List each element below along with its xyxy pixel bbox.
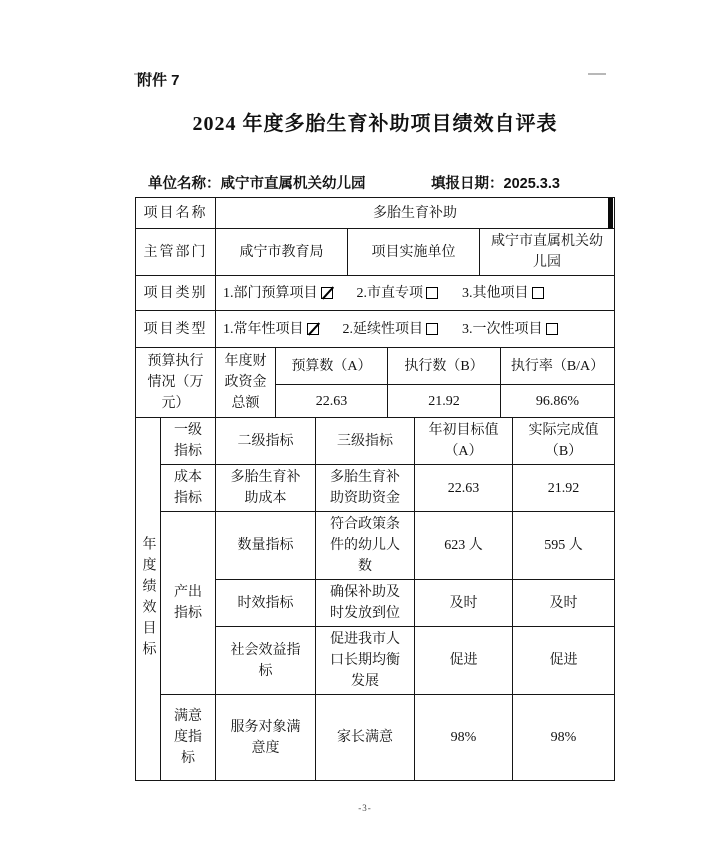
performance-side-label-cell: [136, 418, 161, 781]
document-title: 2024 年度多胎生育补助项目绩效自评表: [192, 113, 558, 135]
perf-social-level3: 促进我市人口长期均衡发展: [316, 627, 415, 695]
perf-satisfaction-level3: 家长满意: [316, 695, 415, 781]
table-row: [136, 512, 615, 580]
perf-header-target: 年初目标值（A）: [415, 418, 513, 465]
implementer-value: 咸宁市直属机关幼儿园: [480, 229, 615, 276]
table-row: [136, 695, 615, 781]
perf-timeliness-target: 及时: [415, 580, 513, 627]
scan-ink-artifact: [608, 198, 613, 229]
budget-table: [135, 347, 615, 418]
budget-label: 预算执行情况（万元）: [136, 348, 216, 418]
table-row: [136, 348, 615, 385]
unit-name: [148, 172, 366, 193]
budget-value-rate: 96.86%: [501, 385, 615, 418]
type-options-cell: [216, 311, 615, 348]
type-option-1: [223, 319, 319, 340]
perf-timeliness-level2: 时效指标: [216, 580, 316, 627]
unit-name-value: 咸宁市直属机关幼儿园: [220, 176, 366, 192]
table-row: [136, 229, 615, 276]
type-option-3-label: 3.一次性项目: [462, 321, 543, 337]
perf-social-target: 促进: [415, 627, 513, 695]
category-option-3: [462, 283, 544, 304]
department-value: 咸宁市教育局: [216, 229, 348, 276]
category-option-2: [357, 283, 439, 304]
report-date: [431, 172, 560, 193]
perf-social-actual: 促进: [513, 627, 615, 695]
perf-quantity-level3: 符合政策条件的幼儿人数: [316, 512, 415, 580]
checkbox-empty-icon: [532, 287, 544, 299]
budget-value-b: 21.92: [388, 385, 501, 418]
perf-cost-level2: 多胎生育补助成本: [216, 465, 316, 512]
perf-timeliness-level3: 确保补助及时发放到位: [316, 580, 415, 627]
perf-satisfaction-actual: 98%: [513, 695, 615, 781]
category-options-cell: [216, 276, 615, 311]
checkbox-checked-icon: [321, 287, 333, 299]
table-row: [136, 276, 615, 311]
category-option-3-label: 3.其他项目: [462, 285, 529, 301]
perf-satisfaction-target: 98%: [415, 695, 513, 781]
report-date-label: 填报日期：: [431, 176, 504, 192]
perf-quantity-actual: 595 人: [513, 512, 615, 580]
performance-side-label: 年度绩效目标: [140, 536, 156, 662]
implementer-label: 项目实施单位: [348, 229, 480, 276]
budget-header-a: 预算数（A）: [276, 348, 388, 385]
table-row: [136, 418, 615, 465]
perf-output-level1: 产出指标: [161, 512, 216, 695]
perf-cost-actual: 21.92: [513, 465, 615, 512]
department-label: 主管部门: [136, 229, 216, 276]
type-options: [223, 319, 614, 340]
type-option-2-label: 2.延续性项目: [342, 321, 423, 337]
category-option-2-label: 2.市直专项: [356, 285, 423, 301]
perf-social-level2: 社会效益指标: [216, 627, 316, 695]
checkbox-empty-icon: [426, 323, 438, 335]
performance-table: [135, 417, 615, 781]
category-options: [223, 283, 614, 304]
type-option-2: [343, 319, 439, 340]
perf-satisfaction-level1: 满意度指标: [161, 695, 216, 781]
perf-cost-target: 22.63: [415, 465, 513, 512]
budget-header-rate: 执行率（B/A）: [501, 348, 615, 385]
checkbox-empty-icon: [546, 323, 558, 335]
checkbox-empty-icon: [426, 287, 438, 299]
perf-header-level3: 三级指标: [316, 418, 415, 465]
table-row: [136, 198, 615, 229]
perf-satisfaction-level2: 服务对象满意度: [216, 695, 316, 781]
budget-sub-label: 年度财政资金总额: [216, 348, 276, 418]
page-number: -3-: [358, 803, 372, 813]
budget-value-a: 22.63: [276, 385, 388, 418]
project-info-table: [135, 197, 615, 348]
perf-header-level1: 一级指标: [161, 418, 216, 465]
project-name-value: 多胎生育补助: [216, 198, 615, 229]
category-option-1: [223, 283, 333, 304]
checkbox-checked-icon: [307, 323, 319, 335]
report-date-value: 2025.3.3: [503, 176, 560, 192]
category-label: 项目类别: [136, 276, 216, 311]
evaluation-table: [135, 197, 614, 781]
perf-timeliness-actual: 及时: [513, 580, 615, 627]
type-option-3: [462, 319, 558, 340]
perf-header-actual: 实际完成值（B）: [513, 418, 615, 465]
project-name-label: 项目名称: [136, 198, 216, 229]
perf-quantity-target: 623 人: [415, 512, 513, 580]
perf-header-level2: 二级指标: [216, 418, 316, 465]
type-option-1-label: 1.常年性项目: [223, 321, 304, 337]
attachment-label: 附件 7: [137, 72, 180, 89]
category-option-1-label: 1.部门预算项目: [223, 285, 318, 301]
type-label: 项目类型: [136, 311, 216, 348]
perf-cost-level1: 成本指标: [161, 465, 216, 512]
crop-mark-right: [588, 73, 606, 75]
table-row: [136, 465, 615, 512]
perf-cost-level3: 多胎生育补助资助资金: [316, 465, 415, 512]
perf-quantity-level2: 数量指标: [216, 512, 316, 580]
table-row: [136, 311, 615, 348]
budget-header-b: 执行数（B）: [388, 348, 501, 385]
unit-name-label: 单位名称：: [148, 176, 221, 192]
